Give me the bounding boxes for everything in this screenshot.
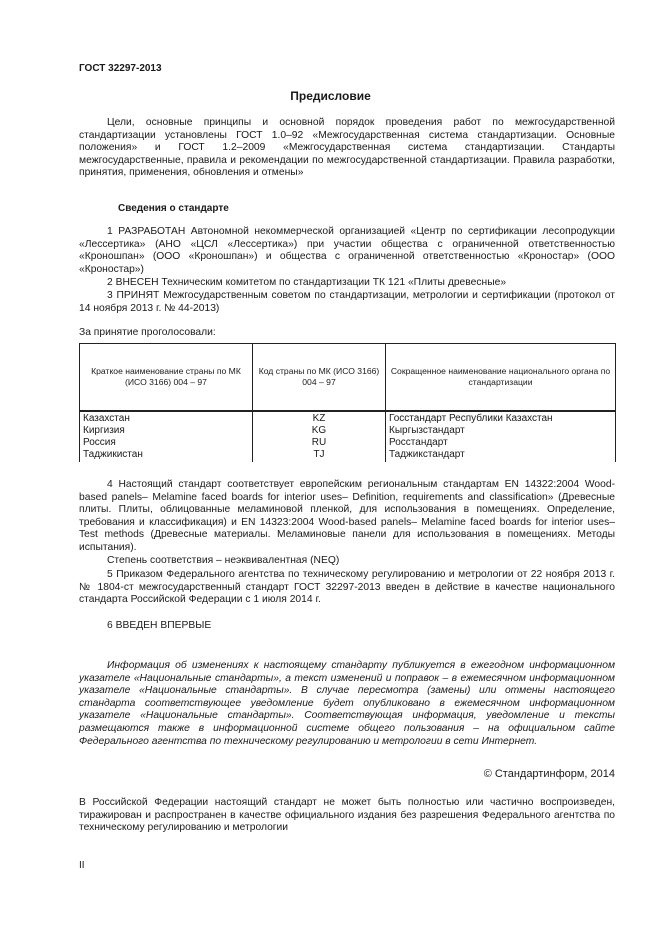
table-cell-body: Таджикстандарт [386,449,616,462]
table-cell-code: KZ [253,411,386,425]
table-cell-body: Кыргызстандарт [386,425,616,437]
changes-notice: Информация об изменениях к настоящему стандарту публикуется в ежегодном информационном указателе «Национальные стандарты», а текст изменений и поправок – в ежемесячном информационном указателе «Национальные стандарты». В случае пересмотра (замены) или отмены настоящего стандарта соответствующее уведомление будет опубликовано в ежемесячном информационном указателе «Национальные стандарты». Соответствующая информация, уведомление и тексты размещаются также в информационной системе общего пользования – на официальном сайте Федерального агентства по техническому регулированию и метрологии в сети Интернет. [79,660,615,747]
info-heading: Сведения о стандарте [118,203,229,214]
votes-label: За принятие проголосовали: [79,327,216,338]
table-header-body: Сокращенное наименование национального органа по стандартизации [386,344,616,410]
table-cell-body: Росстандарт [386,437,616,449]
table-cell-country: Киргизия [80,425,253,437]
table-row [80,437,616,449]
table-cell-code: RU [253,437,386,449]
vote-table [79,343,615,462]
page-number: II [79,860,85,871]
table-header-code: Код страны по МК (ИСО 3166) 004 – 97 [253,344,386,410]
table-cell-code: KG [253,425,386,437]
document-code: ГОСТ 32297-2013 [79,63,162,74]
copyright: © Стандартинформ, 2014 [483,768,615,780]
page-title: Предисловие [290,89,371,103]
table-cell-country: Казахстан [80,411,253,425]
section-6-introduced: 6 ВВЕДЕН ВПЕРВЫЕ [107,620,212,631]
table-cell-body: Госстандарт Республики Казахстан [386,411,616,425]
table-cell-code: TJ [253,449,386,462]
table-row [80,411,616,425]
section-3-adopted: 3 ПРИНЯТ Межгосударственным советом по стандартизации, метрологии и сертификации (протокол от 14 ноября 2013 г. № 44-2013) [79,290,615,314]
section-5-order: 5 Приказом Федерального агентства по техническому регулированию и метрологии от 22 ноября 2013 г. № 1804-ст межгосударственный стандарт ГОСТ 32297-2013 введен в действие в качестве национального стандарта Российской Федерации с 1 июля 2014 г. [79,569,615,606]
table-header-country: Краткое наименование страны по МК (ИСО 3166) 004 – 97 [80,344,253,410]
table-row [80,449,616,462]
section-2-submitted: 2 ВНЕСЕН Техническим комитетом по стандартизации ТК 121 «Плиты древесные» [107,277,507,288]
table-row [80,425,616,437]
table-cell-country: Таджикистан [80,449,253,462]
conformity-degree: Степень соответствия – неэквивалентная (NEQ) [107,555,340,566]
section-1-developed: 1 РАЗРАБОТАН Автономной некоммерческой организацией «Центр по сертификации лесопродукции «Лессертика» (АНО «ЦСЛ «Лессертика») при участии общества с ограниченной ответственностью «Кроношпан» (ООО «Кроношпан») и общества с ограниченной ответственностью «Кроностар» (ООО «Кроностар») [79,226,615,275]
rights-statement: В Российской Федерации настоящий стандарт не может быть полностью или частично воспроизведен, тиражирован и распространен в качестве официального издания без разрешения Федерального агентства по техническому регулированию и метрологии [79,797,615,834]
purpose-paragraph: Цели, основные принципы и основной порядок проведения работ по межгосударственной стандартизации установлены ГОСТ 1.0–92 «Межгосударственная система стандартизации. Основные положения» и ГОСТ 1.2–2009 «Межгосударственная система стандартизации. Стандарты межгосударственные, правила и рекомендации по межгосударственной стандартизации. Правила разработки, принятия, применения, обновления и отмены» [79,117,615,179]
table-header-row [80,344,616,410]
table-cell-country: Россия [80,437,253,449]
section-4-conformity: 4 Настоящий стандарт соответствует европейским региональным стандартам EN 14322:2004 Wood-based panels– Melamine faced boards for interior uses– Definition, requirements and classification» (Древесные плиты. Плиты, облицованные меламиновой пленкой, для использования в помещениях. Определение, требования и классификация) и EN 14323:2004 Wood-based panels– Melamine faced boards for interior uses– Test methods (Древесные материалы. Меламиновые панели для использования в помещениях. Методы испытания). [79,479,615,553]
